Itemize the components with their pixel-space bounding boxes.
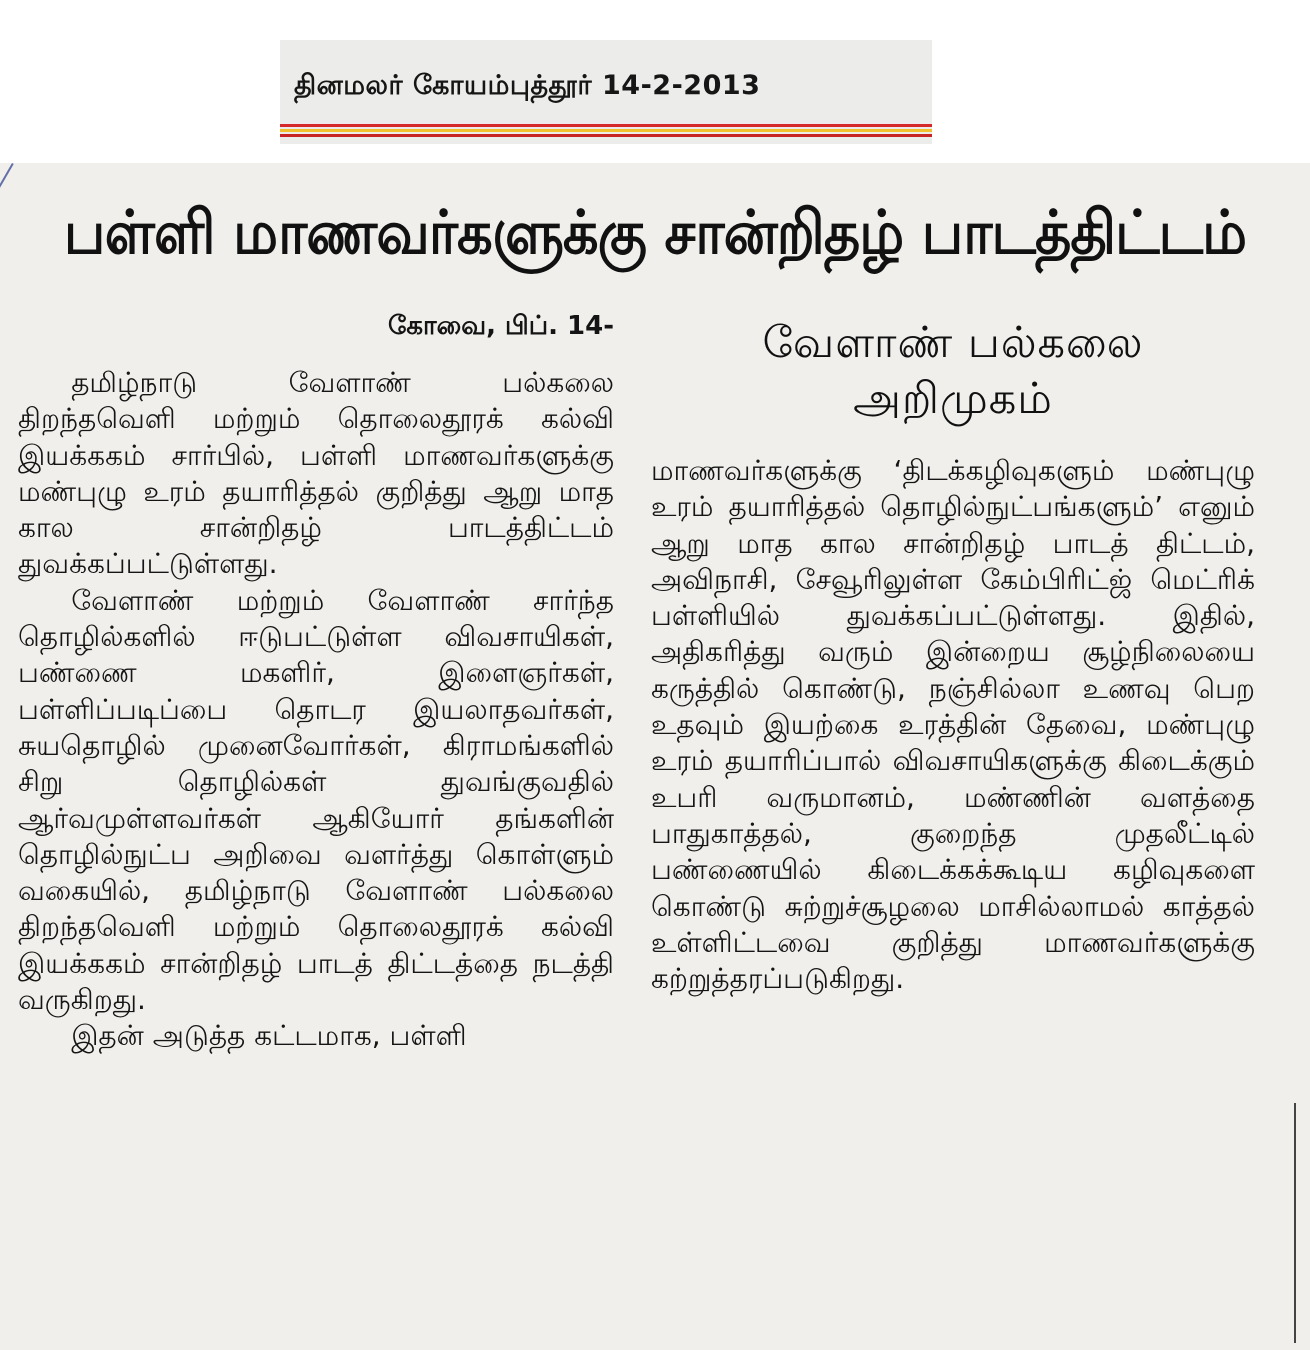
masthead: [280, 40, 932, 144]
masthead-title: தினமலர் கோயம்புத்தூர் 14-2-2013: [294, 70, 761, 101]
stripe-yellow: [280, 129, 932, 132]
article-column-left: [18, 365, 614, 1055]
stripe-red: [280, 124, 932, 127]
paragraph: தமிழ்நாடு வேளாண் பல்கலை திறந்தவெளி மற்றும் தொலைதூரக் கல்வி இயக்ககம் சார்பில், பள்ளி மாணவர்களுக்கு மண்புழு உரம் தயாரித்தல் குறித்து ஆறு மாத கால சான்றிதழ் பாடத்திட்டம் துவக்கப்பட்டுள்ளது.: [18, 366, 614, 581]
stripe-red-bottom: [280, 134, 932, 137]
paragraph: இதன் அடுத்த கட்டமாக, பள்ளி: [71, 1019, 467, 1053]
article-column-right: [651, 453, 1255, 997]
pen-mark: [0, 163, 14, 199]
clipping-right-edge: [1294, 1103, 1296, 1343]
subhead-line-2: அறிமுகம்: [853, 374, 1053, 424]
paragraph: வேளாண் மற்றும் வேளாண் சார்ந்த தொழில்களில் ஈடுபட்டுள்ள விவசாயிகள், பண்ணை மகளிர், இளைஞர்கள், பள்ளிப்படிப்பை தொடர இயலாதவர்கள், சுயதொழில் முனைவோர்கள், கிராமங்களில் சிறு தொழில்கள் துவங்குவதில் ஆர்வமுள்ளவர்கள் ஆகியோர் தங்களின் தொழில்நுட்ப அறிவை வளர்த்து கொள்ளும் வகையில், தமிழ்நாடு வேளாண் பல்கலை திறந்தவெளி மற்றும் தொலைதூரக் கல்வி இயக்ககம் சான்றிதழ் பாடத் திட்டத்தை நடத்தி வருகிறது.: [18, 583, 614, 1017]
news-clipping: [0, 163, 1310, 1350]
article-headline: பள்ளி மாணவர்களுக்கு சான்றிதழ் பாடத்திட்டம்: [63, 198, 1247, 268]
subhead-line-1: வேளாண் பல்கலை: [762, 318, 1144, 368]
article-dateline: கோவை, பிப். 14-: [387, 311, 614, 341]
masthead-stripes: [280, 124, 932, 138]
paragraph: மாணவர்களுக்கு ‘திடக்கழிவுகளும் மண்புழு உரம் தயாரித்தல் தொழில்நுட்பங்களும்’ எனும் ஆறு மாத கால சான்றிதழ் பாடத் திட்டம், அவிநாசி, சேவூரிலுள்ள கேம்பிரிட்ஜ் மெட்ரிக் பள்ளியில் துவக்கப்பட்டுள்ளது. இதில், அதிகரித்து வரும் இன்றைய சூழ்நிலையை கருத்தில் கொண்டு, நஞ்சில்லா உணவு பெற உதவும் இயற்கை உரத்தின் தேவை, மண்புழு உரம் தயாரிப்பால் விவசாயிகளுக்கு கிடைக்கும் உபரி வருமானம், மண்ணின் வளத்தை பாதுகாத்தல், குறைந்த முதலீட்டில் பண்ணையில் கிடைக்கக்கூடிய கழிவுகளை கொண்டு சுற்றுச்சூழலை மாசில்லாமல் காத்தல் உள்ளிட்டவை குறித்து மாணவர்களுக்கு கற்றுத்தரப்படுகிறது.: [651, 454, 1255, 996]
article-subhead: [651, 315, 1255, 427]
